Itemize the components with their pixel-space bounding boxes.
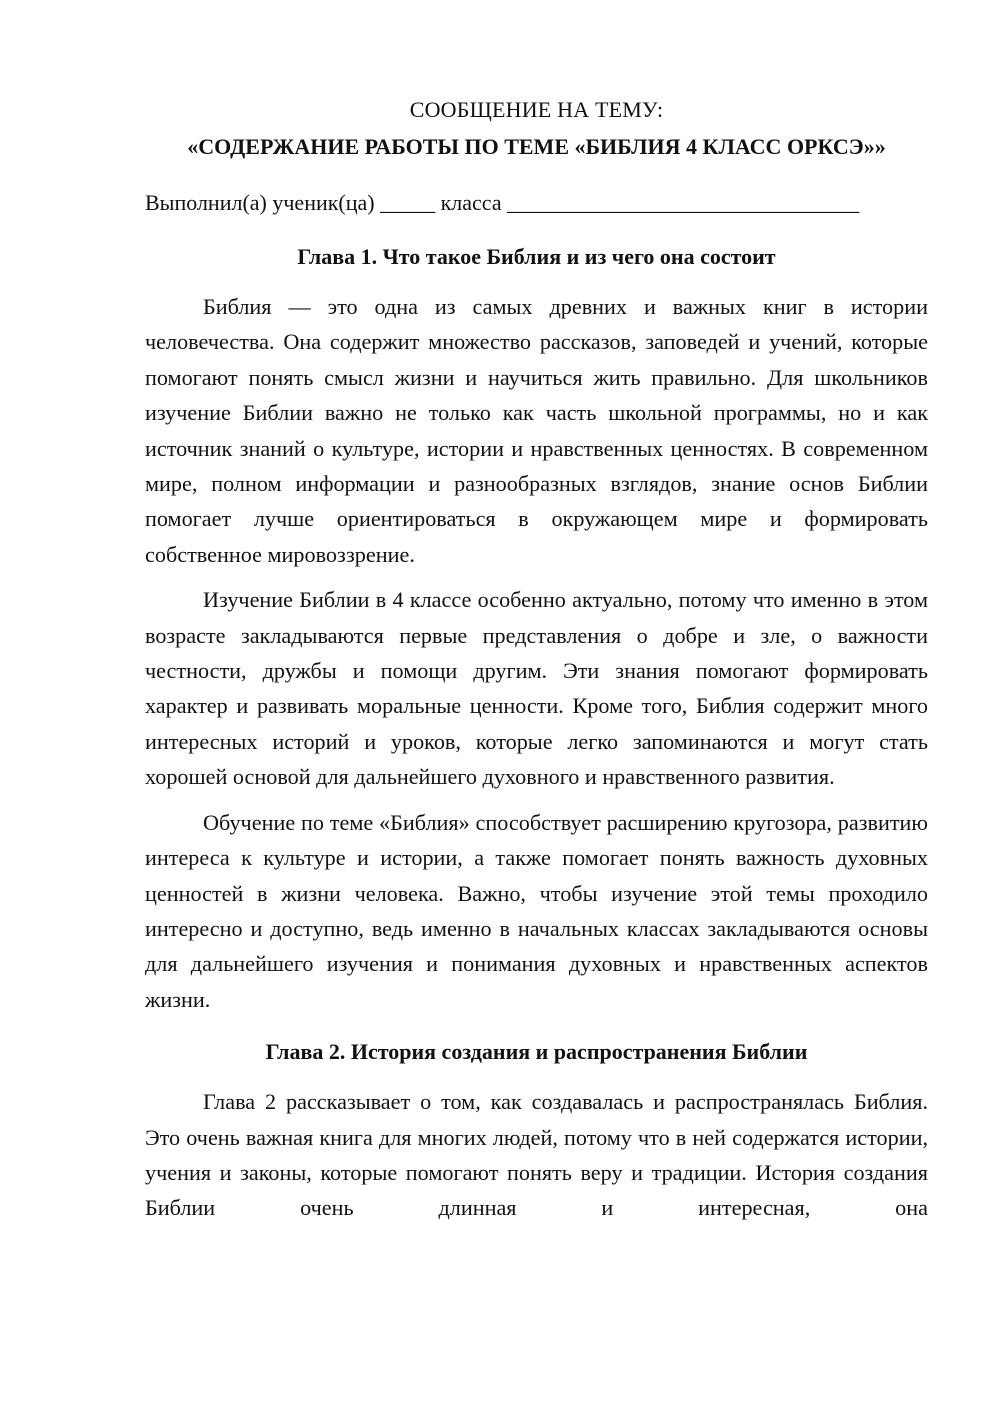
chapter-1-paragraph-3: Обучение по теме «Библия» способствует расширению кругозора, развитию интереса к культуре и истории, а также помогает понять важность духовных ценностей в жизни человека. Важно, чтобы изучение этой темы проходило интересно и доступно, ведь именно в начальных классах закладываются основы для дальнейшего изучения и понимания духовных и нравственных аспектов жизни.: [145, 809, 928, 1012]
document-content: [145, 92, 928, 1226]
chapter-1-title: Глава 1. Что такое Библия и из чего она состоит: [297, 244, 776, 269]
chapter-1-paragraph-2: Изучение Библии в 4 классе особенно актуально, потому что именно в этом возрасте закладываются первые представления о добре и зле, о важности честности, дружбы и помощи другим. Эти знания помогают формировать характер и развивать моральные ценности. Кроме того, Библия содержит много интересных историй и уроков, которые легко запоминаются и могут стать хорошей основой для дальнейшего духовного и нравственного развития.: [145, 587, 928, 790]
document-subtitle: «СОДЕРЖАНИЕ РАБОТЫ ПО ТЕМЕ «БИБЛИЯ 4 КЛАСС ОРКСЭ»»: [187, 134, 886, 159]
chapter-1-paragraph-1: Библия — это одна из самых древних и важных книг в истории человечества. Она содержит множество рассказов, заповедей и учений, которые помогают понять смысл жизни и научиться жить правильно. Для школьников изучение Библии важно не только как часть школьной программы, но и как источник знаний о культуре, истории и нравственных ценностях. В современном мире, полном информации и разнообразных взглядов, знание основ Библии помогает лучше ориентироваться в окружающем мире и формировать собственное мировоззрение.: [145, 294, 928, 567]
author-line: Выполнил(а) ученик(ца) _____ класса ________________________________: [145, 190, 860, 215]
chapter-2-paragraph-1: Глава 2 рассказывает о том, как создавалась и распространялась Библия. Это очень важная книга для многих людей, потому что в ней содержатся истории, учения и законы, которые помогают понять веру и традиции. История создания Библии очень длинная и интересная, она: [145, 1089, 928, 1221]
document-title: СООБЩЕНИЕ НА ТЕМУ:: [409, 97, 664, 122]
chapter-2-title: Глава 2. История создания и распространения Библии: [265, 1039, 808, 1065]
